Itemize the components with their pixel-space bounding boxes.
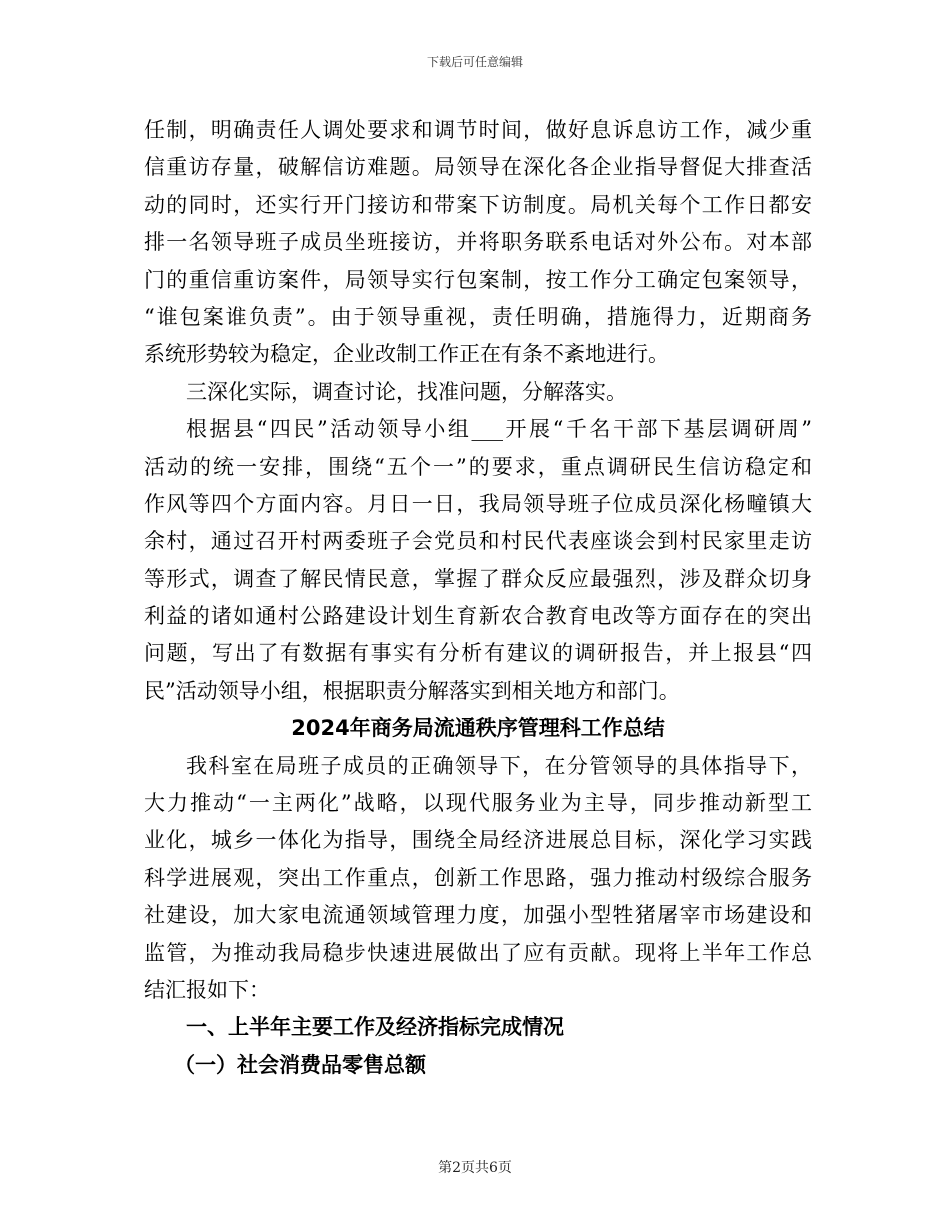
text-line: 活动的统一安排，围绕“五个一”的要求，重点调研民生信访稳定和 bbox=[144, 454, 812, 479]
text-line: 利益的诸如通村公路建设计划生育新农合教育电改等方面存在的突出 bbox=[144, 604, 812, 629]
text-line: 作风等四个方面内容。月日一日，我局领导班子位成员深化杨疃镇大 bbox=[144, 491, 812, 516]
page-header: 下载后可任意编辑 bbox=[426, 55, 523, 69]
subsection-heading: （一）社会消费品零售总额 bbox=[174, 1052, 426, 1077]
text-line: 结汇报如下： bbox=[144, 977, 270, 1002]
paragraph bbox=[144, 112, 812, 374]
text-line: 三深化实际，调查讨论，找准问题，分解落实。 bbox=[186, 379, 627, 404]
text-line: 信重访存量，破解信访难题。局领导在深化各企业指导督促大排查活 bbox=[144, 155, 812, 180]
text-line: “谁包案谁负责”。由于领导重视，责任明确，措施得力，近期商务 bbox=[144, 304, 812, 329]
text-line: 社建设，加大家电流通领域管理力度，加强小型牲猪屠宰市场建设和 bbox=[144, 903, 812, 928]
text-line: 科学进展观，突出工作重点，创新工作思路，强力推动村级综合服务 bbox=[144, 865, 812, 890]
text-line: 任制，明确责任人调处要求和调节时间，做好息诉息访工作，减少重 bbox=[144, 118, 812, 142]
document-body bbox=[144, 112, 812, 1084]
text-line: 门的重信重访案件，局领导实行包案制，按工作分工确定包案领导， bbox=[144, 267, 812, 292]
page-footer: 第2页共6页 bbox=[438, 1160, 512, 1176]
text-line: 等形式，调查了解民情民意，掌握了群众反应最强烈，涉及群众切身 bbox=[144, 566, 812, 591]
text-line: 问题，写出了有数据有事实有分析有建议的调研报告，并上报县“四 bbox=[144, 641, 812, 666]
text-line: 排一名领导班子成员坐班接访，并将职务联系电话对外公布。对本部 bbox=[144, 230, 812, 255]
paragraph bbox=[144, 411, 812, 710]
text-line: 业化，城乡一体化为指导，围绕全局经济进展总目标，深化学习实践 bbox=[144, 828, 812, 853]
text-line: 我科室在局班子成员的正确领导下，在分管领导的具体指导下， bbox=[186, 753, 812, 778]
document-title: 2024年商务局流通秩序管理科工作总结 bbox=[291, 716, 665, 741]
section-heading: 一、上半年主要工作及经济指标完成情况 bbox=[186, 1015, 564, 1040]
text-line: 大力推动“一主两化”战略，以现代服务业为主导，同步推动新型工 bbox=[144, 791, 812, 816]
text-line: 动的同时，还实行开门接访和带案下访制度。局机关每个工作日都安 bbox=[144, 192, 812, 217]
text-line: 根据县“四民”活动领导小组___开展“千名干部下基层调研周” bbox=[186, 417, 812, 442]
text-line: 余村，通过召开村两委班子会党员和村民代表座谈会到村民家里走访 bbox=[144, 529, 812, 554]
text-line: 监管，为推动我局稳步快速进展做出了应有贡献。现将上半年工作总 bbox=[144, 940, 812, 965]
text-line: 民”活动领导小组，根据职责分解落实到相关地方和部门。 bbox=[144, 678, 680, 703]
paragraph bbox=[144, 374, 812, 411]
paragraph bbox=[144, 748, 812, 1010]
text-line: 系统形势较为稳定，企业改制工作正在有条不紊地进行。 bbox=[144, 342, 669, 367]
